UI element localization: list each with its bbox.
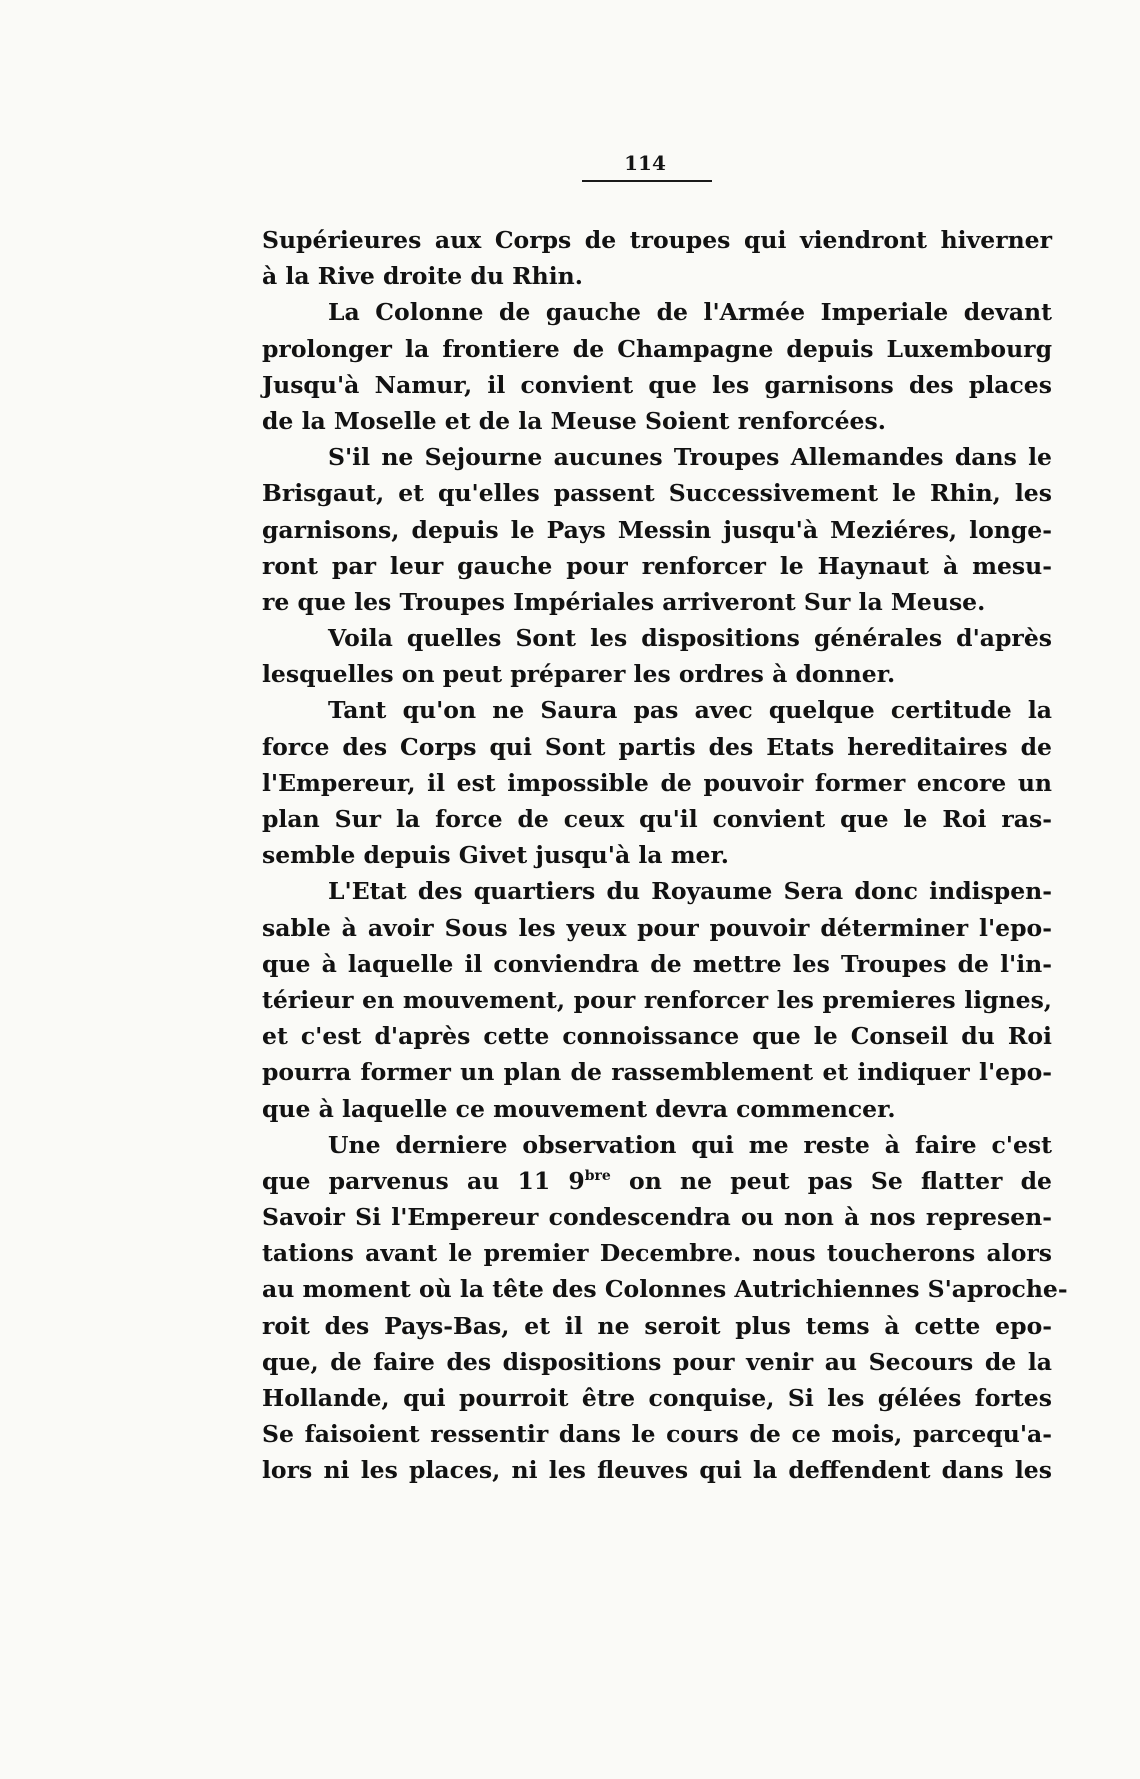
text-line: lesquelles on peut préparer les ordres à donner.	[262, 660, 896, 689]
text-line: Hollande, qui pourroit être conquise, Si les gélées fortes	[262, 1384, 1052, 1412]
text-line-with-superscript	[262, 1163, 1052, 1199]
text-segment: que parvenus au 11 9	[262, 1166, 585, 1195]
text-line: lors ni les places, ni les fleuves qui la deffendent dans les	[262, 1456, 1052, 1485]
text-line: force des Corps qui Sont partis des Etats hereditaires de	[262, 732, 1052, 761]
text-line: ront par leur gauche pour renforcer le Haynaut à mesu-	[262, 551, 1052, 580]
text-segment: on ne peut pas Se flatter de	[610, 1166, 1052, 1195]
text-line: Voila quelles Sont les dispositions générales d'après	[328, 624, 1052, 653]
page-number-rule	[582, 180, 712, 182]
text-line: au moment où la tête des Colonnes Autrichiennes S'aproche-	[262, 1275, 1068, 1304]
text-line: roit des Pays-Bas, et il ne seroit plus tems à cette epo-	[262, 1311, 1052, 1340]
text-line: pourra former un plan de rassemblement et indiquer l'epo-	[262, 1058, 1052, 1087]
superscript: bre	[584, 1167, 611, 1184]
text-line: Se faisoient ressentir dans le cours de ce mois, parcequ'a-	[262, 1420, 1052, 1449]
text-line: de la Moselle et de la Meuse Soient renforcées.	[262, 406, 886, 435]
text-line: Brisgaut, et qu'elles passent Successivement le Rhin, les	[262, 479, 1052, 508]
text-line: Savoir Si l'Empereur condescendra ou non à nos represen-	[262, 1203, 1052, 1232]
text-line: re que les Troupes Impériales arriveront Sur la Meuse.	[262, 587, 986, 616]
page-number: 114	[624, 151, 666, 175]
text-line: térieur en mouvement, pour renforcer les premieres lignes,	[262, 985, 1052, 1014]
text-line: que, de faire des dispositions pour venir au Secours de la	[262, 1347, 1052, 1376]
text-line: prolonger la frontiere de Champagne depuis Luxembourg	[262, 334, 1052, 363]
text-line: et c'est d'après cette connoissance que le Conseil du Roi	[262, 1022, 1052, 1051]
text-line: tations avant le premier Decembre. nous toucherons alors	[262, 1239, 1052, 1268]
text-line: Supérieures aux Corps de troupes qui viendront hiverner	[262, 226, 1052, 254]
text-line: S'il ne Sejourne aucunes Troupes Allemandes dans le	[328, 443, 1052, 472]
text-line: Jusqu'à Namur, il convient que les garnisons des places	[262, 370, 1052, 399]
text-line: semble depuis Givet jusqu'à la mer.	[262, 841, 729, 870]
text-line: garnisons, depuis le Pays Messin jusqu'à Meziéres, longe-	[262, 515, 1052, 544]
body-text	[262, 222, 1068, 1489]
text-line: plan Sur la force de ceux qu'il convient que le Roi ras-	[262, 805, 1052, 833]
text-line: L'Etat des quartiers du Royaume Sera donc indispen-	[328, 877, 1052, 906]
text-line: Tant qu'on ne Saura pas avec quelque certitude la	[328, 696, 1052, 725]
text-line: l'Empereur, il est impossible de pouvoir former encore un	[262, 768, 1052, 797]
text-line: que à laquelle ce mouvement devra commencer.	[262, 1094, 896, 1123]
text-line: La Colonne de gauche de l'Armée Imperiale devant	[328, 298, 1052, 327]
text-line: que à laquelle il conviendra de mettre les Troupes de l'in-	[262, 949, 1052, 978]
text-line: à la Rive droite du Rhin.	[262, 262, 583, 291]
text-line: sable à avoir Sous les yeux pour pouvoir déterminer l'epo-	[262, 913, 1052, 942]
text-line: Une derniere observation qui me reste à faire c'est	[328, 1130, 1052, 1159]
